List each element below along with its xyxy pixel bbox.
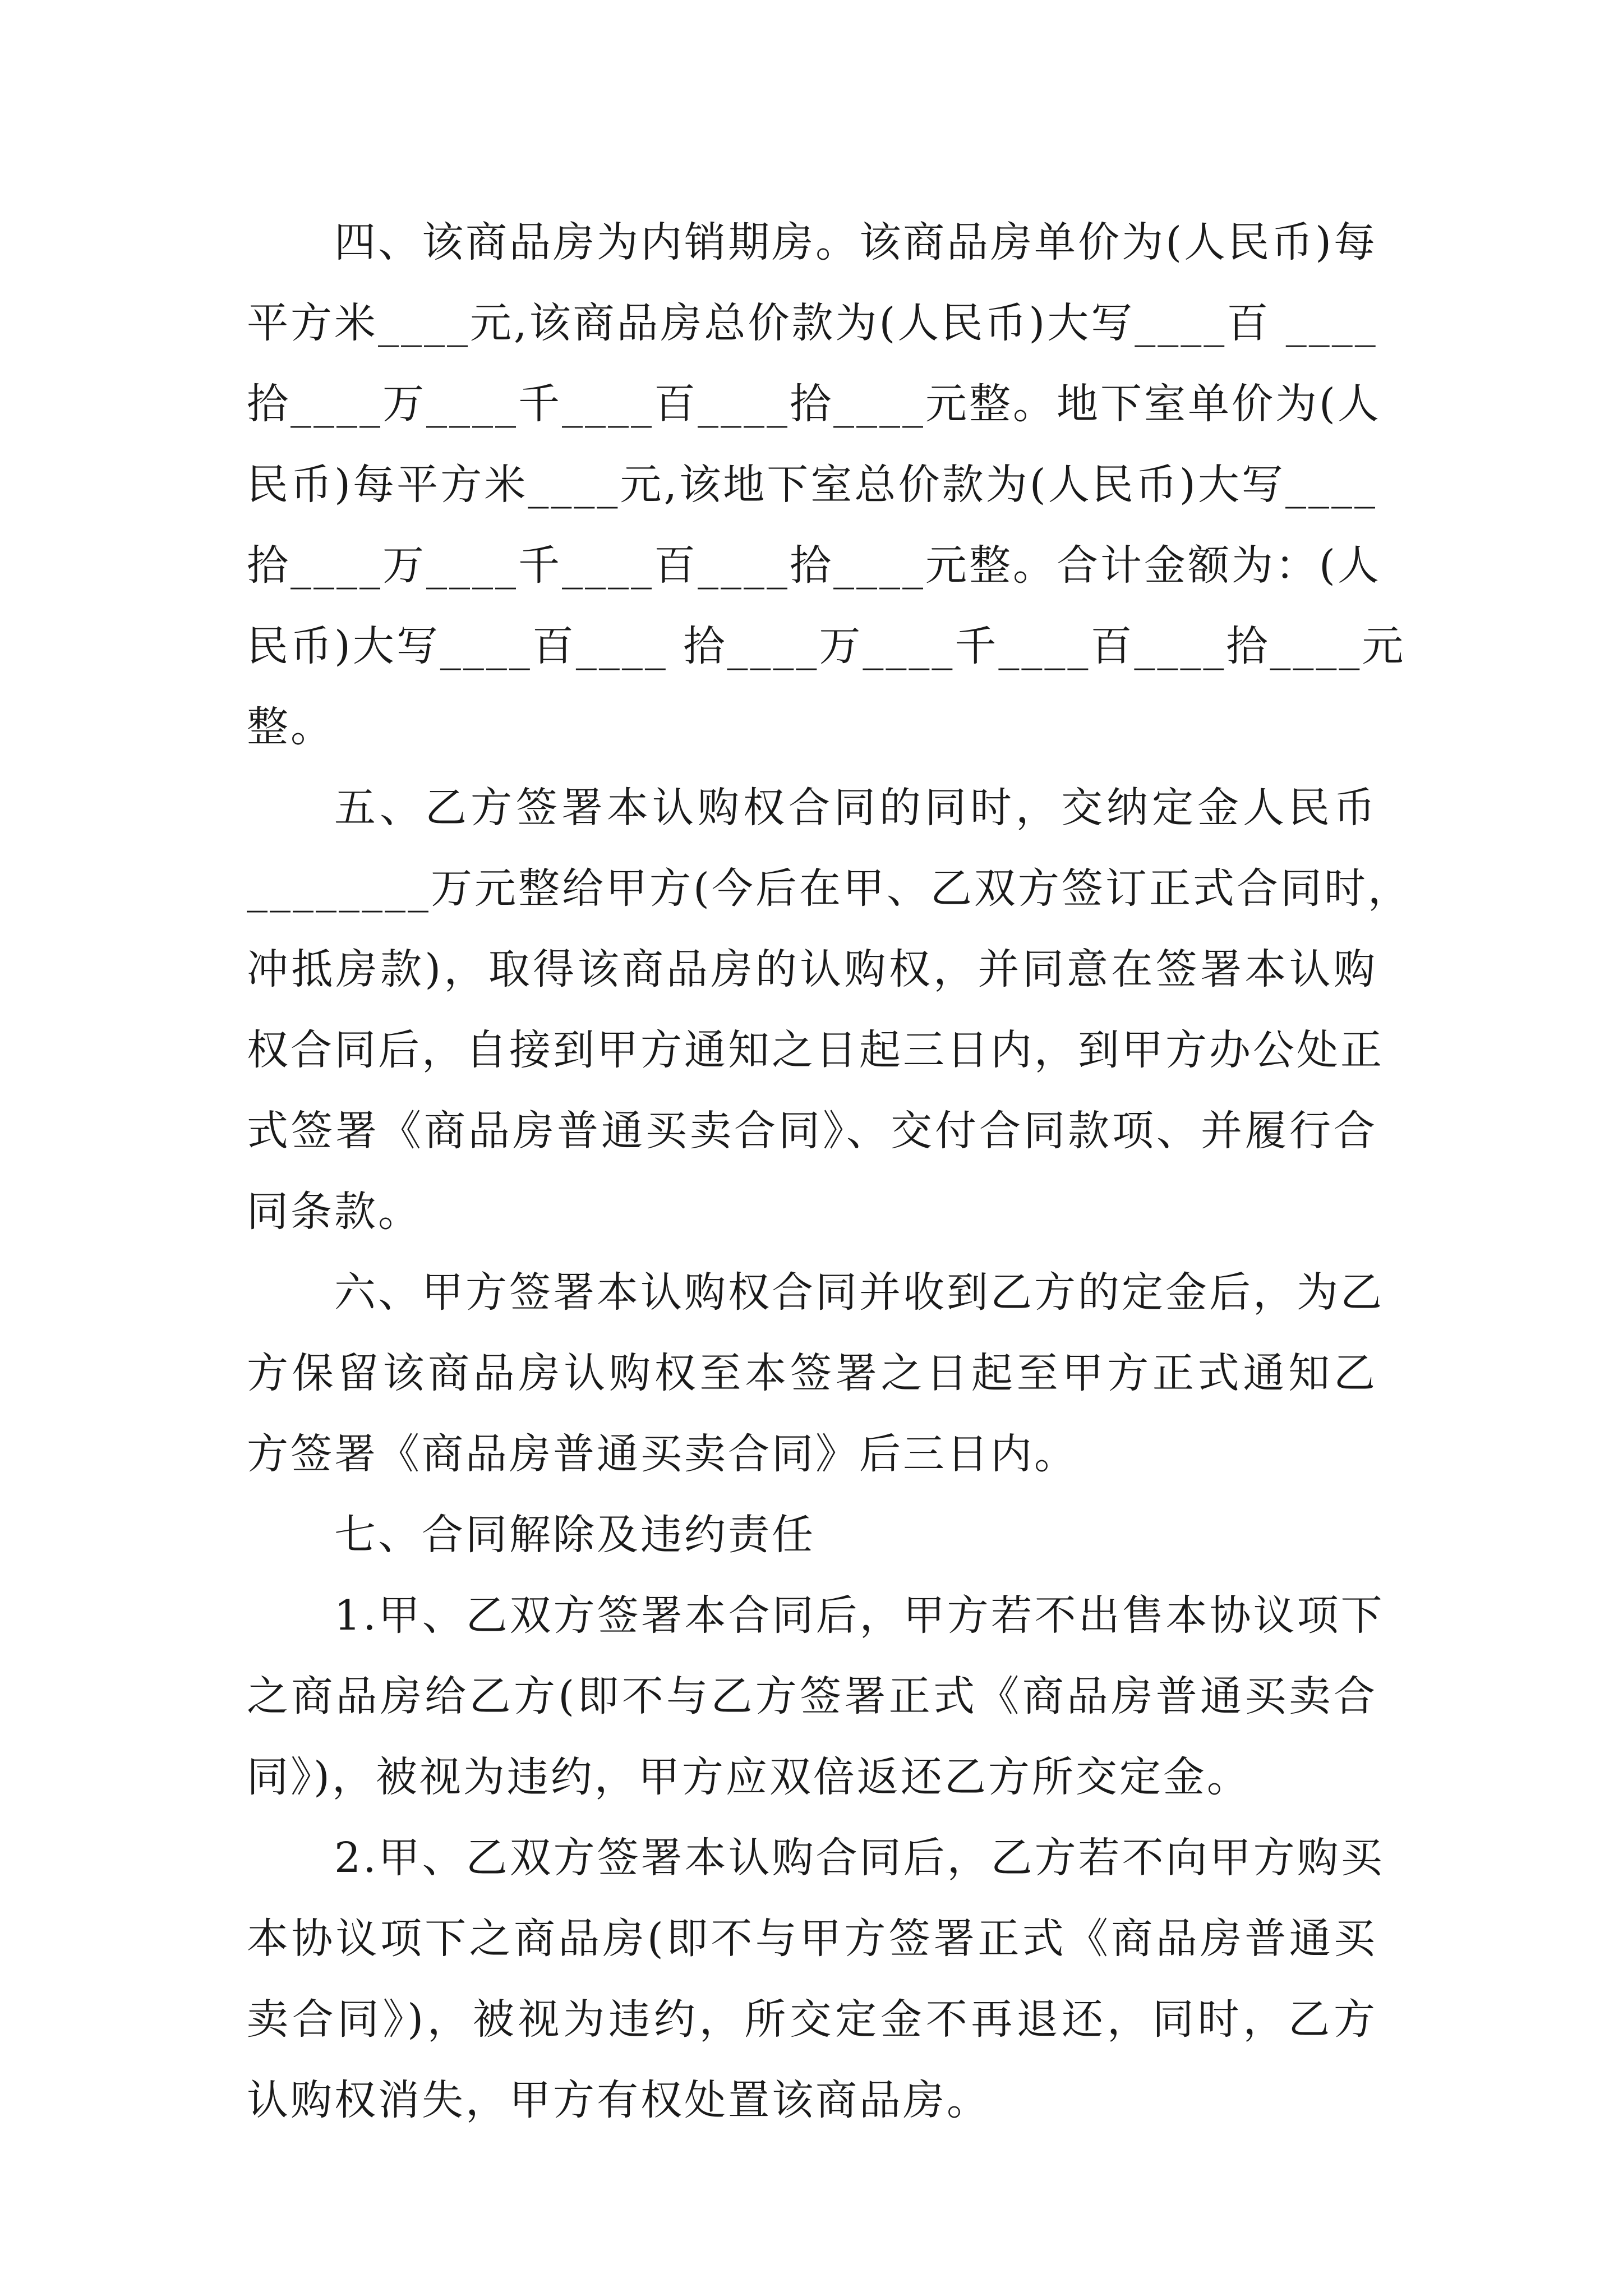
text-line: 之商品房给乙方(即不与乙方签署正式《商品房普通买卖合 <box>247 1672 1377 1720</box>
text-line: 方签署《商品房普通买卖合同》后三日内。 <box>247 1430 1078 1478</box>
text-line: 整。 <box>247 703 334 751</box>
text-line: 式签署《商品房普通买卖合同》、交付合同款项、并履行合 <box>247 1107 1377 1155</box>
text-line: 六、甲方签署本认购权合同并收到乙方的定金后，为乙 <box>334 1268 1384 1317</box>
text-line: 2.甲、乙双方签署本认购合同后，乙方若不向甲方购买 <box>334 1834 1385 1882</box>
paragraph-section-5 <box>247 767 1412 1252</box>
text-line: 拾____万____千____百____拾____元整。合计金额为：(人 <box>247 541 1381 590</box>
text-line: 权合同后，自接到甲方通知之日起三日内，到甲方办公处正 <box>247 1026 1384 1074</box>
text-line: 五、乙方签署本认购权合同的同时，交纳定金人民币 <box>334 784 1377 832</box>
text-line: 卖合同》)，被视为违约，所交定金不再退还，同时，乙方 <box>247 1995 1377 2044</box>
text-line: 民币)每平方米____元,该地下室总价款为(人民币)大写____ <box>247 461 1377 509</box>
text-line: 同条款。 <box>247 1188 422 1236</box>
text-line: 四、该商品房为内销期房。该商品房单价为(人民币)每 <box>334 218 1377 266</box>
text-line: 认购权消失，甲方有权处置该商品房。 <box>247 2076 990 2124</box>
section-heading: 七、合同解除及违约责任 <box>334 1511 815 1559</box>
paragraph-section-4 <box>247 202 1406 767</box>
paragraph-clause-7-1 <box>247 1575 1385 1818</box>
paragraph-section-6 <box>247 1252 1384 1494</box>
document-page <box>247 202 1412 2141</box>
text-line: 方保留该商品房认购权至本签署之日起至甲方正式通知乙 <box>247 1349 1377 1397</box>
text-line: 民币)大写____百____ 拾____万____千____百____拾____元 <box>247 622 1406 670</box>
text-line: 同》)，被视为违约，甲方应双倍返还乙方所交定金。 <box>247 1753 1251 1801</box>
text-line: ________万元整给甲方(今后在甲、乙双方签订正式合同时， <box>247 864 1412 913</box>
text-line: 本协议项下之商品房(即不与甲方签署正式《商品房普通买 <box>247 1915 1377 1963</box>
paragraph-clause-7-2 <box>247 1818 1385 2141</box>
text-line: 1.甲、乙双方签署本合同后，甲方若不出售本协议项下 <box>334 1591 1385 1640</box>
text-line: 拾____万____千____百____拾____元整。地下室单价为(人 <box>247 380 1381 428</box>
text-line: 平方米____元,该商品房总价款为(人民币)大写____百 ____ <box>247 299 1378 347</box>
text-line: 冲抵房款)，取得该商品房的认购权，并同意在签署本认购 <box>247 945 1377 993</box>
paragraph-section-7-heading <box>247 1494 1377 1575</box>
